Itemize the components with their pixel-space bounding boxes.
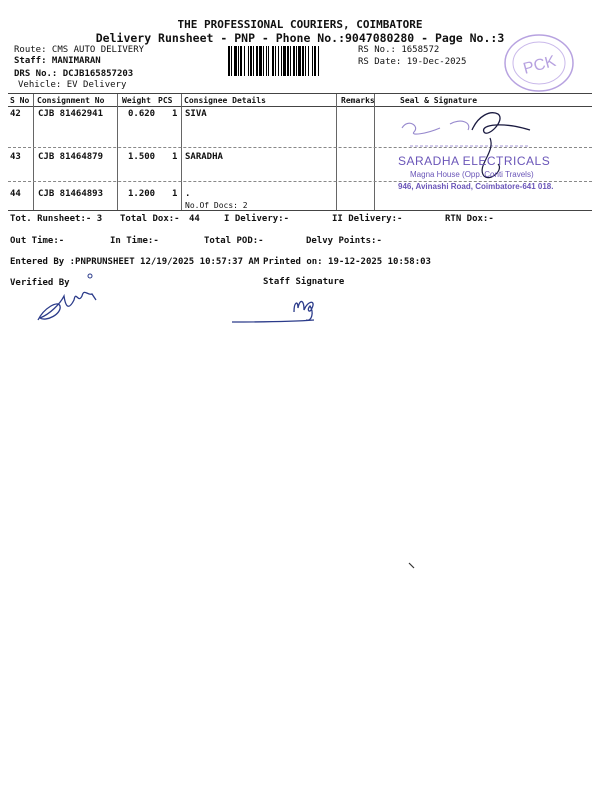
rtn-dox: RTN Dox:- [445,214,494,224]
total-runsheet: Tot. Runsheet:- 3 [10,214,103,224]
col-header-weight: Weight [122,96,151,105]
stamp-company-name: SARADHA ELECTRICALS [398,154,551,168]
row-weight: 1.500 [128,152,156,162]
row-pcs: 1 [172,152,178,162]
row-consignee: . [185,189,191,199]
route-label: Route: CMS AUTO DELIVERY [14,45,145,55]
row-consignment: CJB 81464879 [38,152,104,162]
staff-label: Staff: MANIMARAN [14,56,101,66]
rs-number: RS No.: 1658572 [358,45,440,55]
row-weight: 1.200 [128,189,156,199]
col-header-pcs: PCS [158,96,173,105]
row-consignment: CJB 81462941 [38,109,104,119]
col-header-seal: Seal & Signature [400,96,478,105]
row-consignment: CJB 81464893 [38,189,104,199]
staff-signature-label: Staff Signature [263,277,345,287]
entered-by: Entered By :PNPRUNSHEET 12/19/2025 10:57:37 AM [10,257,260,267]
total-dox-label: Total Dox:- [120,214,180,224]
drs-label: DRS No.: DCJB165857203 [14,69,134,79]
rs-date: RS Date: 19-Dec-2025 [358,57,467,67]
row-pcs: 1 [172,189,178,199]
col-header-consignment: Consignment No [37,96,105,105]
stamp-address-line1: Magna House (Opp. Conti Travels) [410,170,534,179]
verified-by-signature [30,270,110,330]
printed-on: Printed on: 19-12-2025 10:58:03 [263,257,431,267]
ii-delivery: II Delivery:- [332,214,403,224]
row-sno: 43 [10,152,21,162]
i-delivery: I Delivery:- [224,214,290,224]
verified-by-label: Verified By [10,278,70,288]
barcode [228,46,356,76]
vehicle-label: Vehicle: EV Delivery [18,80,127,90]
stray-mark [408,562,416,570]
row-sno: 44 [10,189,21,199]
runsheet-subtitle: Delivery Runsheet - PNP - Phone No.:9047080280 - Page No.:3 [95,31,505,45]
col-header-remarks: Remarks [341,96,375,105]
delvy-points: Delvy Points:- [306,236,382,246]
row-note: No.Of Docs: 2 [185,201,248,210]
row-weight: 0.620 [128,109,156,119]
corner-seal-text: PCK [521,52,558,78]
in-time: In Time:- [110,236,159,246]
col-header-sno: S No [10,96,30,105]
out-time: Out Time:- [10,236,65,246]
col-header-consignee: Consignee Details [184,96,266,105]
total-pod: Total POD:- [204,236,264,246]
row-pcs: 1 [172,109,178,119]
row-consignee: SARADHA [185,152,223,162]
staff-signature [228,292,328,328]
total-dox-value: 44 [189,214,200,224]
row-sno: 42 [10,109,21,119]
company-title: THE PROFESSIONAL COURIERS, COIMBATORE [177,18,423,31]
row-consignee: SIVA [185,109,207,119]
corner-seal-stamp [500,30,578,96]
stamp-address-line2: 946, Avinashi Road, Coimbatore-641 018. [398,182,554,191]
